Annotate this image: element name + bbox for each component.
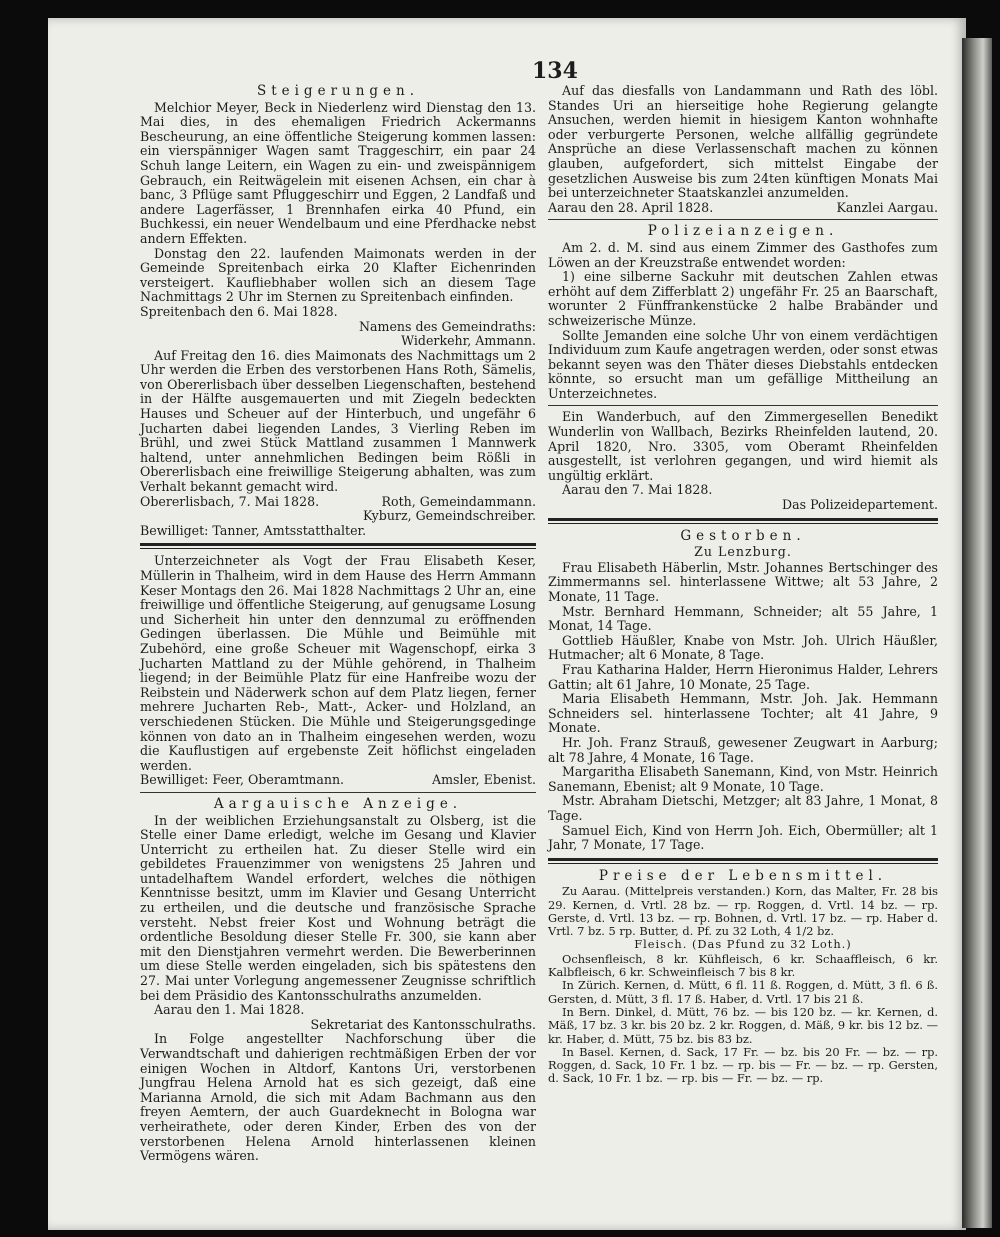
divider	[140, 792, 536, 793]
gestorben-heading: Gestorben.	[680, 527, 806, 544]
death-entry: Mstr. Abraham Dietschi, Metzger; alt 83 Jahre, 1 Monat, 8 Tage.	[548, 793, 938, 823]
divider	[548, 219, 938, 220]
preise-heading: Preise der Lebensmittel.	[598, 867, 888, 884]
place-signature-row	[140, 773, 536, 788]
theft-request: Sollte Jemanden eine solche Uhr von einem verdächtigen Individuum zum Kaufe angetragen werden, oder sonst etwas bekannt seyen was den Thäter dieses Diebstahls entdecken könnte, so ersucht man um gefällige Mittheilung an Unterzeichnetes.	[548, 327, 938, 401]
uri-notice: Auf das diesfalls von Landammann und Rath des löbl. Standes Uri an hierseitige hohe Regierung gelangte Ansuchen, werden hiemit in hiesigem Kanton wohnhafte oder verburgerte Personen, welche allfällig gegründete Ansprüche an diese Verlassenschaft machen zu können glauben, aufgefordert, sich mittelst Eingabe der gesetzlichen Ausweise bis zum 24ten künftigen Monats Mai bei unterzeichneter Staatskanzlei anzumelden.	[548, 83, 938, 201]
divider	[548, 405, 938, 406]
approval-line: Bewilliget: Tanner, Amtsstatthalter.	[140, 522, 367, 538]
signature-name: Sekretariat des Kantonsschulraths.	[310, 1016, 536, 1032]
place-date: Spreitenbach den 6. Mai 1828.	[140, 303, 338, 319]
arnold-notice: In Folge angestellter Nachforschung über die Verwandtschaft und dahierigen rechtmäßigen Erben der vor einigen Wochen in Altdorf, Kantons Uri, verstorbenen Jungfrau Helena Arnold hat es sich gezeigt, daß eine Marianna Arnold, die sich mit Adam Bachmann aus den freyen Aemtern, der auch Guardeknecht in Bologna war verheirathete, oder deren Kinder, Erben des von der verstorbenen Helena Arnold hinterlassenen kleinen Vermögens wären.	[140, 1031, 536, 1164]
polizei-heading: Polizeianzeigen.	[647, 223, 839, 240]
double-rule	[548, 518, 938, 524]
double-rule	[548, 858, 938, 864]
left-column	[140, 84, 536, 1164]
approval-line: Bewilliget: Feer, Oberamtmann.	[140, 772, 345, 788]
fleisch-subheading: Fleisch. (Das Pfund zu 32 Loth.)	[634, 937, 852, 952]
death-entry: Maria Elisabeth Hemmann, Mstr. Joh. Jak. Hemmann Schneiders sel. hinterlassene Tochter; alt 41 Jahre, 9 Monate.	[548, 691, 938, 736]
signature-name: Das Polizeidepartement.	[782, 497, 938, 513]
price-zurich: In Zürich. Kernen, d. Mütt, 6 fl. 11 ß. Roggen, d. Mütt, 3 fl. 6 ß. Gersten, d. Mütt, 3 fl. 17 ß. Haber, d. Vrtl. 17 bis 21 ß.	[548, 978, 938, 1006]
theft-items: 1) eine silberne Sackuhr mit deutschen Zahlen etwas erhöht auf dem Zifferblatt 2) ungefähr Fr. 25 an Baarschaft, worunter 2 Fünffrankenstücke 2 halbe Brabänder und schweizerische Münze.	[548, 269, 938, 328]
signature-name: Kyburz, Gemeindschreiber.	[363, 508, 536, 524]
auction-notice-spreitenbach: Donstag den 22. laufenden Maimonats werden in der Gemeinde Spreitenbach eirka 20 Klafter Eichenrinden versteigert. Kaufliebhaber wollen sich an diesem Tage Nachmittags 2 Uhr im Sternen zu Spreitenbach einfinden.	[140, 245, 536, 305]
place-date: Obererlisbach, 7. Mai 1828.	[140, 493, 320, 509]
lenzburg-subheading: Zu Lenzburg.	[694, 544, 792, 560]
signature-name: Amsler, Ebenist.	[432, 772, 536, 788]
price-basel: In Basel. Kernen, d. Sack, 17 Fr. — bz. bis 20 Fr. — bz. — rp. Roggen, d. Sack, 10 Fr. 1 bz. — rp. bis — Fr. — bz. — rp. Gersten, d. Sack, 10 Fr. 1 bz. — rp. bis — Fr. — bz. — rp.	[548, 1044, 938, 1086]
signature-name: Widerkehr, Ammann.	[401, 333, 536, 349]
death-entry: Samuel Eich, Kind von Herrn Joh. Eich, Obermüller; alt 1 Jahr, 7 Monate, 17 Tage.	[548, 822, 938, 853]
auction-notice-erlisbach: Auf Freitag den 16. dies Maimonats des Nachmittags um 2 Uhr werden die Erben des verstorbenen Hans Roth, Sämelis, von Obererlisbach über desselben Liegenschaften, bestehend in der Hälfte ausgemauerten und mit Ziegeln bedeckten Hauses und Scheuer auf der Hinterbuch, und ungefähr 6 Jucharten dabei liegenden Landes, 3 Vierling Reben im Brühl, und zwei Stück Mattland zusammen 1 Mannwerk haltend, unter annehmlichen Bedingen beim Rößli in Obererlisbach eine freiwillige Steigerung abhalten, was zum Verhalt bekannt gemacht wird.	[140, 347, 536, 495]
wanderbuch-notice: Ein Wanderbuch, auf den Zimmergesellen Benedikt Wunderlin von Wallbach, Bezirks Rheinfelden lautend, 20. April 1820, Nro. 3305, vom Oberamt Rheinfelden ausgestellt, ist verlohren gegangen, und wird hiemit als ungültig erklärt.	[548, 409, 938, 483]
price-aarau: Zu Aarau. (Mittelpreis verstanden.) Korn, das Malter, Fr. 28 bis 29. Kernen, d. Vrtl. 28 bz. — rp. Roggen, d. Vrtl. 14 bz. — rp. Gerste, d. Vrtl. 13 bz. — rp. Bohnen, d. Vrtl. 17 bz. — rp. Haber d. Vrtl. 7 bz. 5 rp. Butter, d. Pf. zu 32 Loth, 4 1/2 bz.	[548, 884, 938, 939]
price-bern: In Bern. Dinkel, d. Mütt, 76 bz. — bis 120 bz. — kr. Kernen, d. Mäß, 17 bz. 3 kr. bis 20 bz. 2 kr. Roggen, d. Mäß, 9 kr. bis 12 bz. — kr. Haber, d. Mütt, 75 bz. bis 83 bz.	[548, 1004, 938, 1046]
death-entry: Frau Katharina Halder, Herrn Hieronimus Halder, Lehrers Gattin; alt 61 Jahre, 10 Monate, 25 Tage.	[548, 661, 938, 692]
signature-line: Namens des Gemeindraths:	[359, 318, 536, 334]
death-entry: Margaritha Elisabeth Sanemann, Kind, von Mstr. Heinrich Sanemann, Ebenist; alt 9 Monate, 10 Tage.	[548, 764, 938, 794]
price-meat: Ochsenfleisch, 8 kr. Kühfleisch, 6 kr. Schaaffleisch, 6 kr. Kalbfleisch, 6 kr. Schweinfleisch 7 bis 8 kr.	[548, 951, 938, 980]
olsberg-notice: In der weiblichen Erziehungsanstalt zu Olsberg, ist die Stelle einer Dame erledigt, welche im Gesang und Klavier Unterricht zu ertheilen hat. Zu dieser Stelle wird ein gebildetes Frauenzimmer von wenigstens 25 Jahren und untadelhaftem Wandel erfordert, welches die nöthigen Kenntnisse besitzt, umm im Klavier und Gesang Unterricht zu ertheilen, und die deutsche und französische Sprache versteht. Nebst freier Kost und Wohnung beträgt die ordentliche Besoldung dieser Stelle Fr. 300, sie kann aber mit den Dienstjahren vermehrt werden. Die Bewerberinnen um diese Stelle werden eingeladen, sich bis spätestens den 27. Mai unter Vorlegung angemessener Zeugnisse schriftlich bei dem Präsidio des Kantonsschulraths anzumelden.	[140, 812, 536, 1003]
place-date: Aarau den 7. Mai 1828.	[562, 482, 713, 498]
page-number: 134	[532, 58, 578, 84]
death-entry: Gottlieb Häußler, Knabe von Mstr. Joh. Ulrich Häußler, Hutmacher; alt 6 Monate, 8 Tage.	[548, 632, 938, 663]
place-date: Aarau den 1. Mai 1828.	[154, 1002, 305, 1018]
death-entry: Mstr. Bernhard Hemmann, Schneider; alt 55 Jahre, 1 Monat, 14 Tage.	[548, 603, 938, 634]
theft-notice: Am 2. d. M. sind aus einem Zimmer des Gasthofes zum Löwen an der Kreuzstraße entwendet worden:	[548, 239, 938, 270]
place-date: Aarau den 28. April 1828.	[548, 199, 714, 215]
auction-notice-thalheim: Unterzeichneter als Vogt der Frau Elisabeth Keser, Müllerin in Thalheim, wird in dem Hause des Herrn Ammann Keser Montags den 26. Mai 1828 Nachmittags 2 Uhr an, eine freiwillige und öffentliche Steigerung, auf genugsame Losung und Sicherheit hin unter den dennzumal zu eröffnenden Gedingen überlassen. Die Mühle und Beimühle mit Zubehörd, eine große Scheuer mit Wagenschopf, eirka 3 Jucharten Mattland zu der Mühle gehörend, in Thalheim liegend; in der Beimühle Platz für eine Hanfreibe wozu der Reibstein und Näderwerk schon auf dem Platz liegen, ferner mehrere Jucharten Reb-, Matt-, Acker- und Holzland, an verschiedenen Stücken. Die Mühle und Steigerungsgedinge können von dato an in Thalheim eingesehen werden, wozu die Kauflustigen auf ergebenste Zeit höflichst eingeladen werden.	[140, 553, 536, 773]
aargau-heading: Aargauische Anzeige.	[213, 795, 463, 812]
double-rule	[140, 543, 536, 549]
signature-name: Kanzlei Aargau.	[836, 199, 938, 215]
death-entry: Hr. Joh. Franz Strauß, gewesener Zeugwart in Aarburg; alt 78 Jahre, 4 Monate, 16 Tage.	[548, 734, 938, 765]
place-signature-row	[140, 495, 536, 510]
place-signature-row	[548, 201, 938, 216]
right-column	[548, 84, 938, 1086]
auction-notice-niederlenz: Melchior Meyer, Beck in Niederlenz wird Dienstag den 13. Mai dies, in des ehemaligen Friedrich Ackermanns Bescheurung, an eine öffentliche Steigerung kommen lassen: ein vierspänniger Wagen samt Traggeschirr, ein paar 24 Schuh lange Leitern, ein Wagen zu ein- und zweispännigem Gebrauch, ein Reitwägelein mit eisenen Achsen, ein char à banc, 3 Pflüge samt Pfluggeschirr und Eggen, 2 Landfaß und andere Lagerfässer, 1 Brennhafen eirka 40 Pfund, ein Buchkessi, ein neuer Wendelbaum und eine Pferdhacke nebst andern Effekten.	[140, 99, 536, 246]
signature-name: Roth, Gemeindammann.	[381, 493, 536, 509]
book-spine	[962, 38, 992, 1228]
death-entry: Frau Elisabeth Häberlin, Mstr. Johannes Bertschinger des Zimmermanns sel. hinterlassene Wittwe; alt 53 Jahre, 2 Monate, 11 Tage.	[548, 559, 938, 604]
steigerungen-heading: Steigerungen.	[256, 83, 420, 99]
